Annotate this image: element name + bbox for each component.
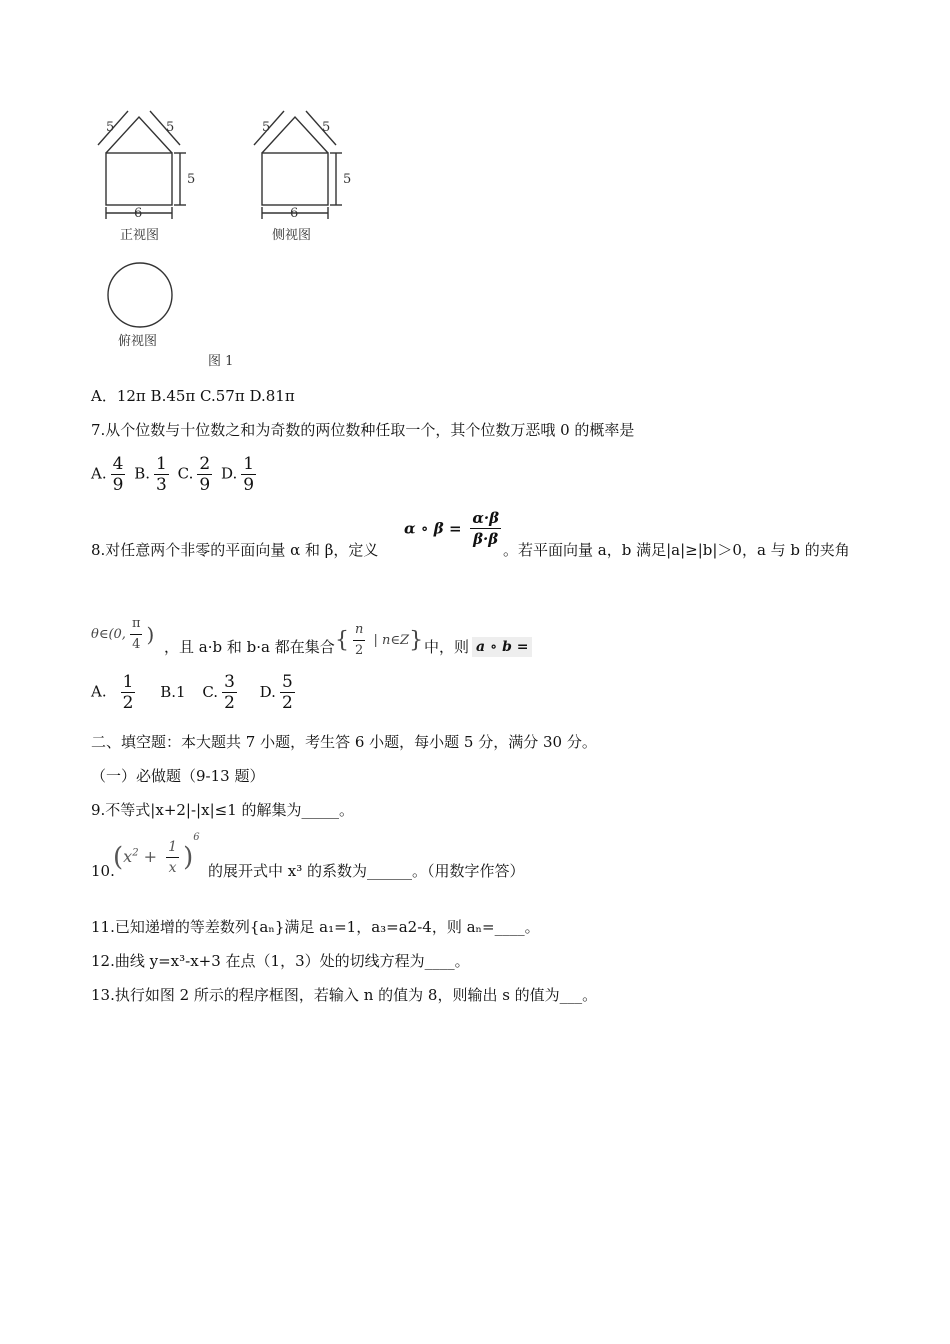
q7-option-c: $\frac{2}{9}$ xyxy=(199,454,211,495)
q8-options: A. $\frac{1}{2}$ B.1 C. $\frac{3}{2}$ D. $\frac{5}{2}$ xyxy=(91,672,293,713)
side-view-label: 侧视图 xyxy=(272,228,312,243)
front-view-label: 正视图 xyxy=(120,228,160,243)
side-slant-right: 5 xyxy=(322,120,331,135)
front-width: 6 xyxy=(134,206,143,221)
q10-label: 10. xyxy=(91,862,115,880)
q13: 13.执行如图 2 所示的程序框图，若输入 n 的值为 8，则输出 s 的值为___。 xyxy=(91,986,598,1004)
side-height: 5 xyxy=(343,172,352,187)
q8-ask: a ∘ b = xyxy=(472,637,532,657)
side-width: 6 xyxy=(290,206,299,221)
q12: 12.曲线 y=x³-x+3 在点（1，3）处的切线方程为____。 xyxy=(91,952,470,970)
front-height: 5 xyxy=(187,172,196,187)
q8-stem-prefix: 8.对任意两个非零的平面向量 α 和 β，定义 xyxy=(91,541,379,559)
side-view-rect xyxy=(262,153,328,205)
q7-option-d: $\frac{1}{9}$ xyxy=(243,454,255,495)
front-slant-right: 5 xyxy=(166,120,175,135)
q7-option-a: $\frac{4}{9}$ xyxy=(112,454,124,495)
q9: 9.不等式|x+2|-|x|≤1 的解集为_____。 xyxy=(91,801,355,819)
front-view-rect xyxy=(106,153,172,205)
q8-option-d: $\frac{5}{2}$ xyxy=(281,672,293,713)
top-view-label: 俯视图 xyxy=(118,334,158,349)
section2-subtitle: （一）必做题（9-13 题） xyxy=(91,767,265,785)
front-slant-left: 5 xyxy=(106,120,115,135)
q7-options: A. $\frac{4}{9}$ B. $\frac{1}{3}$ C. $\frac{2}{9}$ D. $\frac{1}{9}$ xyxy=(91,454,255,495)
side-view-roof xyxy=(262,117,331,153)
q10-text: 的展开式中 x³ 的系数为______。（用数字作答） xyxy=(208,862,525,880)
q8-definition: α ∘ β = $\frac{\alpha\cdot\beta}{\beta\cdot\beta}$ xyxy=(404,509,500,548)
q10-expression: ($x^2$ + $\frac{1}{x}$ )$^6$ xyxy=(113,832,200,876)
q8-line2-mid: ，且 a·b 和 b·a 都在集合 xyxy=(164,638,335,656)
q6-options: A．12π B.45π C.57π D.81π xyxy=(91,387,295,405)
three-view-figure xyxy=(90,95,350,375)
front-view-roof xyxy=(106,117,175,153)
side-slant-left: 5 xyxy=(262,120,271,135)
top-view-circle xyxy=(108,263,172,327)
q8-option-a: $\frac{1}{2}$ xyxy=(122,672,134,713)
q7-option-b: $\frac{1}{3}$ xyxy=(156,454,167,495)
q7-stem: 7.从个位数与十位数之和为奇数的两位数种任取一个，其个位数万恶哦 0 的概率是 xyxy=(91,421,635,439)
q8-stem-suffix: 。若平面向量 a，b 满足|a|≥|b|＞0，a 与 b 的夹角 xyxy=(503,541,850,559)
q8-set: { $\frac{n}{2}$ | n∈Z} xyxy=(335,622,424,658)
section2-title: 二、填空题：本大题共 7 小题，考生答 6 小题，每小题 5 分，满分 30 分。 xyxy=(91,733,597,751)
figure-caption: 图 1 xyxy=(208,354,234,369)
q8-theta-range: θ∈(0, $\frac{\pi}{4}$ ) xyxy=(91,616,155,652)
q8-option-c: $\frac{3}{2}$ xyxy=(224,672,235,713)
q11: 11.已知递增的等差数列{aₙ}满足 a₁=1，a₃=a2-4，则 aₙ=____。 xyxy=(91,918,540,936)
q8-line2-end: 中，则 xyxy=(424,638,470,656)
